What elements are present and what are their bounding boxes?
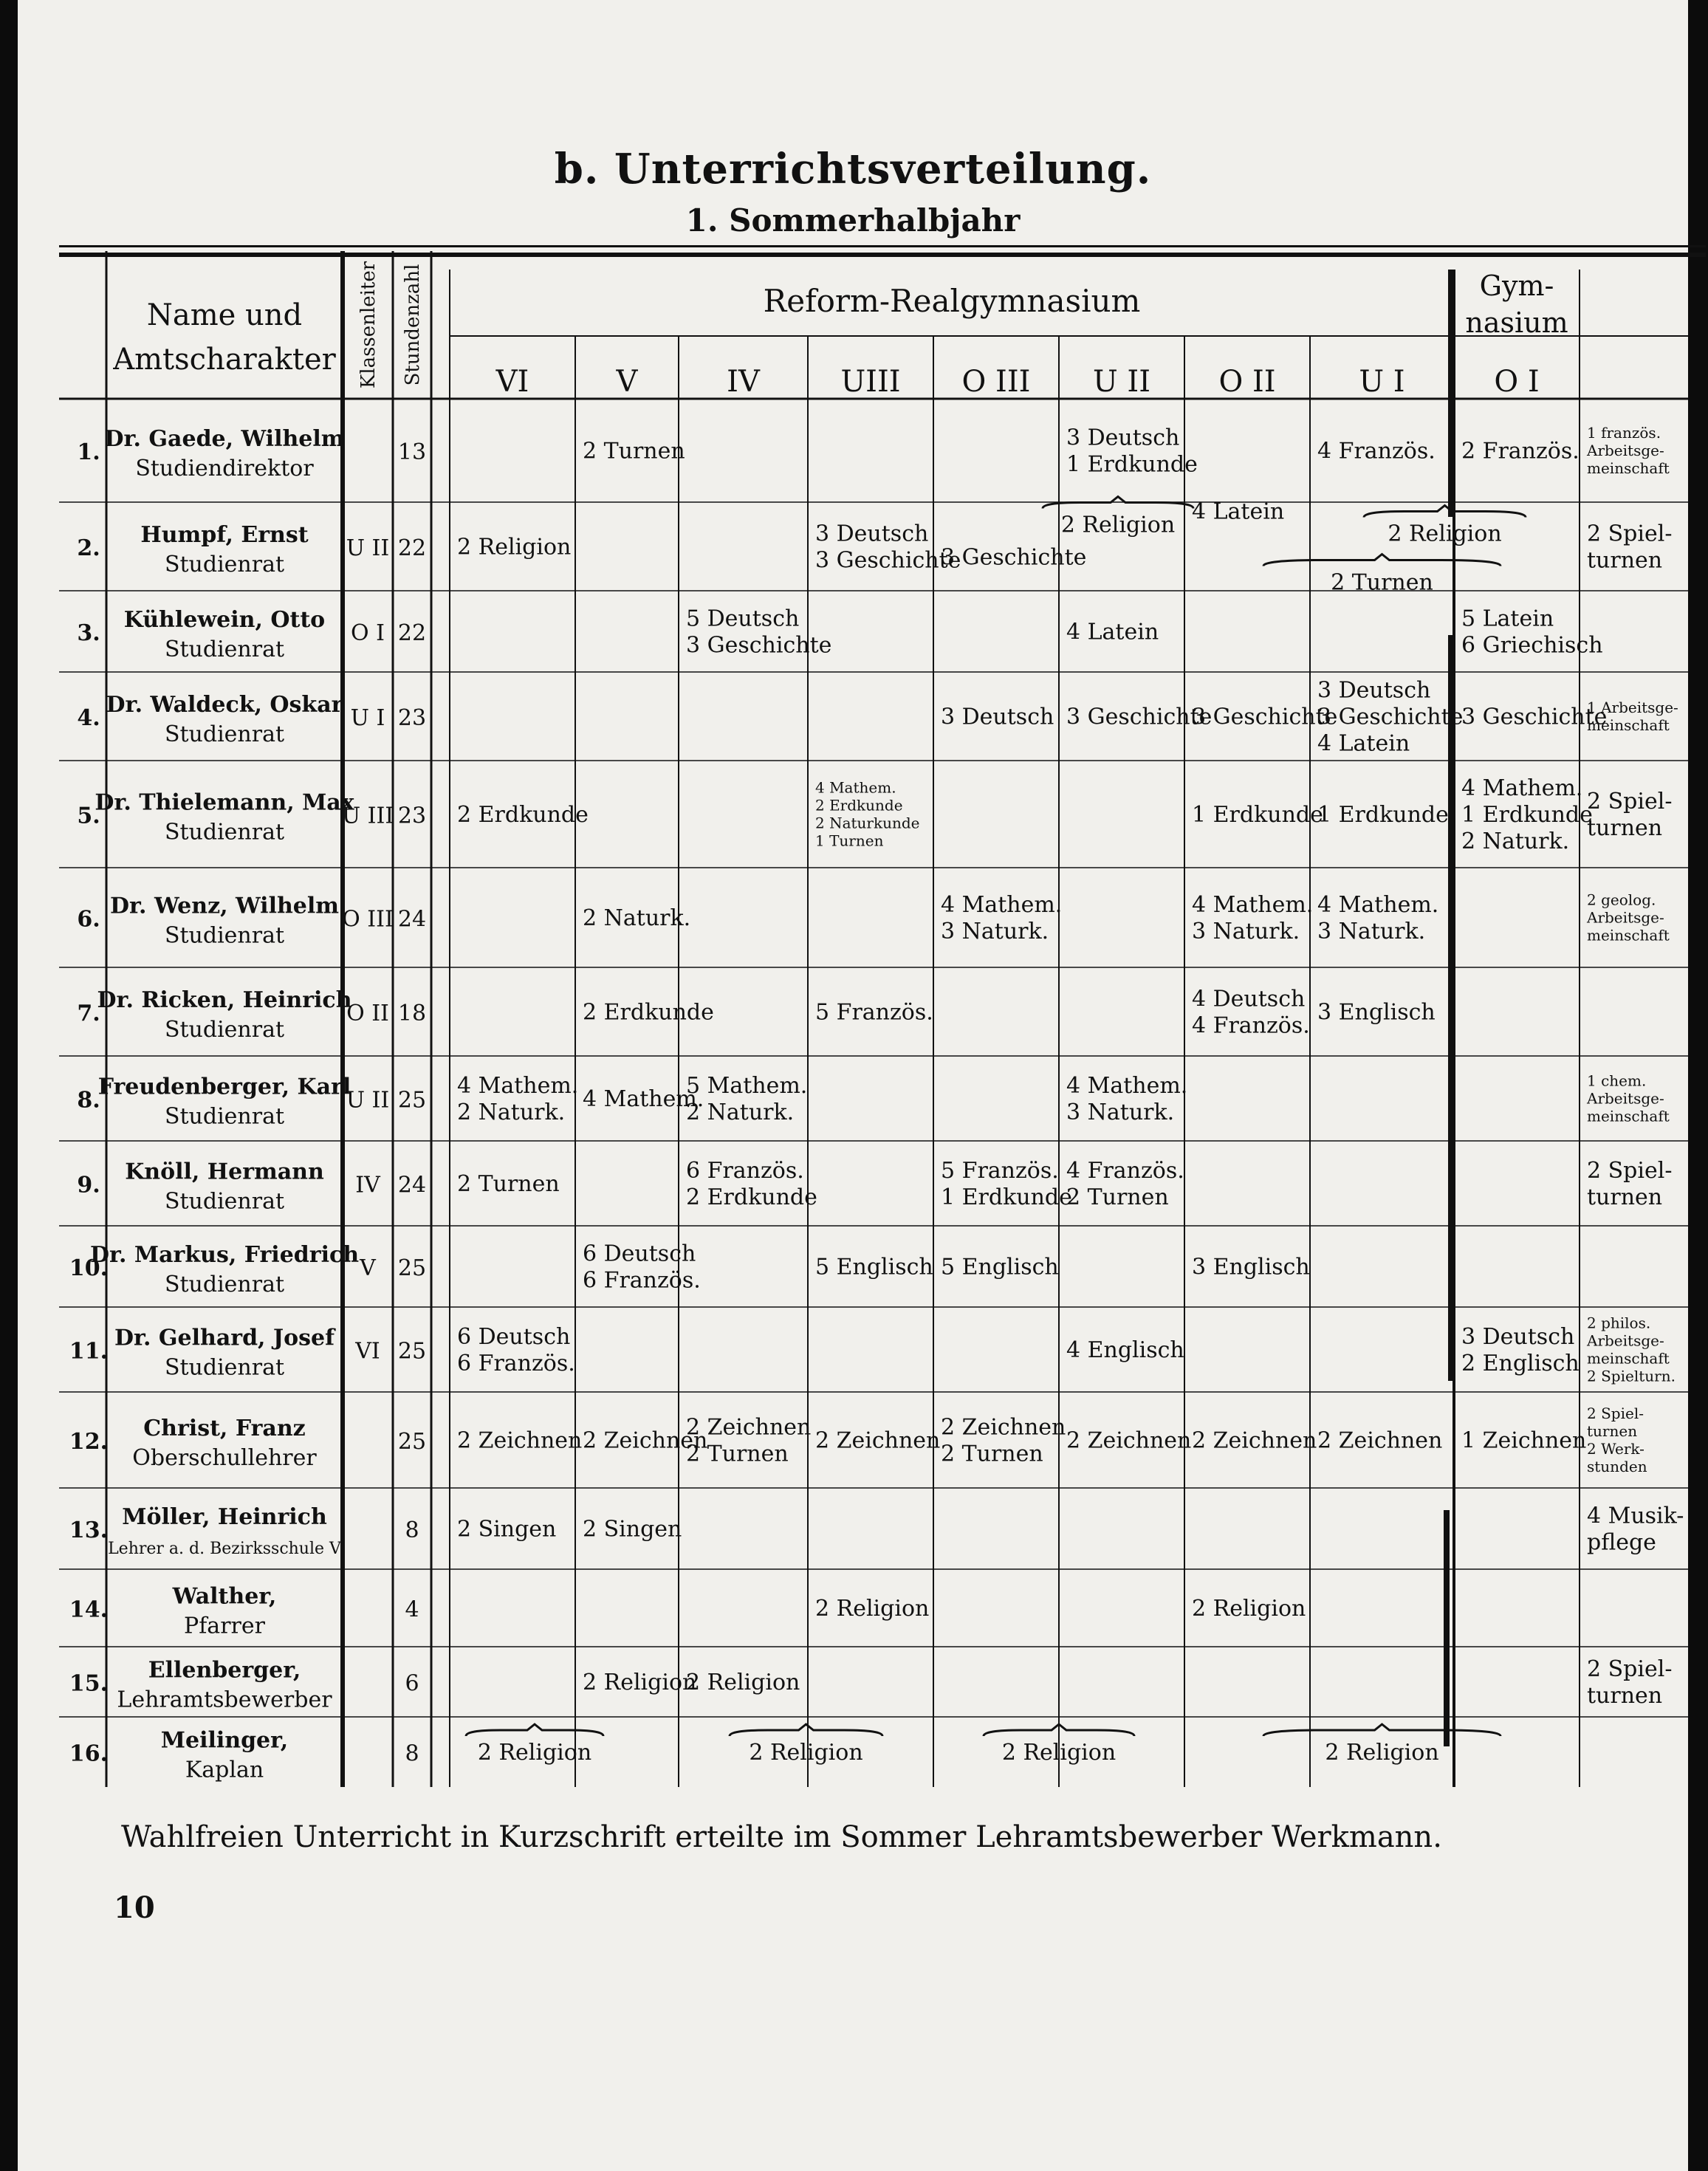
subject-entry: 2 Erdkunde bbox=[583, 999, 714, 1026]
subject-entry: 2 Spielturn. bbox=[1587, 1367, 1676, 1385]
subject-entry: 1 chem. bbox=[1587, 1071, 1647, 1090]
class-header-1: V bbox=[616, 365, 638, 399]
stundenzahl-value: 8 bbox=[405, 1740, 419, 1767]
subject-entry: 1 Arbeitsge- bbox=[1587, 699, 1678, 716]
subject-entry: turnen bbox=[1587, 1683, 1663, 1709]
subject-entry: 2 Singen bbox=[457, 1516, 557, 1543]
schedule-table bbox=[18, 0, 1688, 1846]
teacher-title: Studienrat bbox=[164, 1354, 285, 1381]
subject-entry: 4 Mathem. bbox=[1192, 892, 1314, 918]
subject-entry: 1 französ. bbox=[1587, 424, 1661, 442]
teacher-name: Knöll, Hermann bbox=[125, 1159, 324, 1185]
class-header-6: O II bbox=[1218, 365, 1276, 399]
subject-entry: 2 Zeichnen bbox=[1317, 1427, 1443, 1454]
row-number: 15. bbox=[69, 1670, 109, 1697]
klassenleiter-value: U II bbox=[346, 535, 390, 561]
subject-entry: 4 Latein bbox=[1192, 498, 1285, 525]
subject-entry: meinschaft bbox=[1587, 459, 1670, 477]
subject-entry: 3 Geschichte bbox=[686, 632, 832, 659]
subject-entry: 2 Turnen bbox=[686, 1441, 789, 1467]
subject-entry: 1 Erdkunde bbox=[941, 1184, 1072, 1210]
subject-entry: turnen bbox=[1587, 1422, 1638, 1440]
klassenleiter-value: O I bbox=[351, 620, 385, 646]
teacher-title: Oberschullehrer bbox=[132, 1445, 317, 1471]
subject-entry: 2 geolog. bbox=[1587, 891, 1656, 909]
class-header-0: VI bbox=[495, 365, 529, 399]
subject-entry: 4 Mathem. bbox=[1317, 892, 1439, 918]
klassenleiter-value: U I bbox=[350, 705, 385, 731]
subject-entry: meinschaft bbox=[1587, 926, 1670, 944]
teacher-name: Freudenberger, Karl bbox=[97, 1074, 351, 1100]
subject-entry: 1 Erdkunde bbox=[1066, 451, 1198, 478]
subject-entry: meinschaft bbox=[1587, 1107, 1670, 1125]
stundenzahl-value: 23 bbox=[397, 803, 427, 829]
row-number: 10. bbox=[69, 1255, 109, 1281]
subject-entry: 2 Zeichnen bbox=[1192, 1427, 1317, 1454]
subject-entry: 2 Spiel- bbox=[1587, 1158, 1673, 1184]
row-number: 8. bbox=[77, 1087, 100, 1114]
teacher-name: Möller, Heinrich bbox=[122, 1504, 327, 1530]
subject-entry: 2 Religion bbox=[583, 1670, 697, 1695]
stundenzahl-value: 6 bbox=[405, 1670, 419, 1697]
subject-entry: 2 Religion bbox=[1001, 1740, 1117, 1766]
subject-entry: 2 Naturk. bbox=[1461, 829, 1570, 854]
subject-entry: Arbeitsge- bbox=[1587, 1331, 1664, 1350]
stundenzahl-value: 22 bbox=[397, 535, 427, 561]
page-number: 10 bbox=[114, 1890, 155, 1925]
subject-entry: 4 Mathem. bbox=[583, 1086, 704, 1112]
row-number: 7. bbox=[77, 1001, 100, 1026]
subject-entry: 2 Zeichnen bbox=[457, 1427, 583, 1454]
brace bbox=[1263, 1724, 1500, 1736]
stundenzahl-value: 13 bbox=[397, 439, 427, 465]
section-subheading: 1. Sommerhalbjahr bbox=[685, 202, 1021, 239]
class-header-5: U II bbox=[1092, 365, 1151, 399]
class-header-2: IV bbox=[727, 365, 760, 399]
subject-entry: turnen bbox=[1587, 1184, 1663, 1210]
subject-entry: 6 Französ. bbox=[686, 1158, 804, 1184]
row-number: 6. bbox=[77, 906, 100, 933]
subject-entry: 2 Englisch bbox=[1461, 1351, 1580, 1376]
klassenleiter-value: O II bbox=[346, 1001, 389, 1026]
subject-entry: 2 Religion bbox=[477, 1740, 592, 1766]
subject-entry: 2 Turnen bbox=[457, 1171, 560, 1197]
klassenleiter-value: O III bbox=[342, 906, 394, 933]
subject-entry: 2 Erdkunde bbox=[815, 796, 903, 814]
name-header-1: Name und bbox=[146, 298, 303, 332]
teacher-name: Humpf, Ernst bbox=[140, 522, 309, 548]
subject-entry: 4 Latein bbox=[1317, 730, 1410, 757]
row-number: 1. bbox=[77, 439, 100, 465]
teacher-title: Studiendirektor bbox=[135, 456, 314, 481]
subject-entry: 2 Erdkunde bbox=[686, 1184, 817, 1210]
subject-entry: 1 Zeichnen bbox=[1461, 1427, 1587, 1454]
gymnasium-header-1: Gym- bbox=[1479, 270, 1554, 302]
row-number: 4. bbox=[77, 705, 100, 731]
subject-entry: Arbeitsge- bbox=[1587, 908, 1664, 927]
subject-entry: Arbeitsge- bbox=[1587, 1089, 1664, 1108]
teacher-title: Studienrat bbox=[164, 922, 285, 949]
teacher-name: Dr. Markus, Friedrich bbox=[89, 1242, 360, 1268]
teacher-title: Studienrat bbox=[164, 1017, 285, 1043]
gymnasium-header-2: nasium bbox=[1465, 306, 1568, 339]
subject-entry: 2 Religion bbox=[815, 1596, 930, 1622]
subject-entry: 2 Turnen bbox=[1331, 569, 1433, 596]
subject-entry: 4 Französ. bbox=[1317, 438, 1436, 464]
subject-entry: 2 Zeichnen bbox=[815, 1427, 941, 1454]
subject-entry: 2 Religion bbox=[1388, 521, 1502, 547]
klassenleiter-header: Klassenleiter bbox=[357, 261, 380, 389]
subject-entry: 2 Zeichnen bbox=[1066, 1427, 1192, 1454]
subject-entry: stunden bbox=[1587, 1458, 1647, 1475]
subject-entry: 5 Französ. bbox=[941, 1158, 1059, 1184]
row-number: 5. bbox=[77, 803, 100, 829]
subject-entry: 3 Englisch bbox=[1192, 1254, 1310, 1280]
brace bbox=[1263, 555, 1500, 566]
subject-entry: 2 Spiel- bbox=[1587, 1405, 1644, 1422]
subject-entry: 4 Deutsch bbox=[1192, 986, 1306, 1012]
subject-entry: 2 Religion bbox=[1192, 1596, 1306, 1622]
subject-entry: 3 Englisch bbox=[1317, 999, 1436, 1026]
class-header-7: U I bbox=[1359, 365, 1405, 399]
subject-entry: 2 Religion bbox=[457, 534, 572, 560]
teacher-title: Studienrat bbox=[164, 721, 285, 747]
subject-entry: turnen bbox=[1587, 547, 1663, 574]
row-number: 13. bbox=[69, 1517, 109, 1543]
subject-entry: 3 Deutsch bbox=[1317, 677, 1431, 704]
subject-entry: 4 Mathem. bbox=[941, 892, 1063, 918]
teacher-title: Studienrat bbox=[164, 1188, 285, 1215]
teacher-name: Meilinger, bbox=[160, 1727, 289, 1754]
subject-entry: 2 Religion bbox=[749, 1740, 863, 1766]
subject-entry: 4 Mathem. bbox=[1461, 775, 1583, 801]
class-header-8: O I bbox=[1494, 365, 1540, 399]
subject-entry: 2 Turnen bbox=[941, 1441, 1043, 1467]
teacher-title: Studienrat bbox=[164, 819, 285, 846]
subject-entry: 2 Zeichnen bbox=[583, 1427, 708, 1454]
subject-entry: 6 Deutsch bbox=[583, 1241, 696, 1267]
subject-entry: 3 Geschichte bbox=[1461, 704, 1608, 730]
subject-entry: 4 Musik- bbox=[1587, 1503, 1684, 1529]
stundenzahl-value: 8 bbox=[405, 1517, 419, 1543]
subject-entry: meinschaft bbox=[1587, 716, 1670, 734]
subject-entry: 2 Spiel- bbox=[1587, 521, 1673, 547]
subject-entry: 2 philos. bbox=[1587, 1314, 1651, 1332]
teacher-title: Kaplan bbox=[185, 1757, 264, 1783]
subject-entry: 2 Zeichnen bbox=[686, 1414, 812, 1441]
teacher-name: Walther, bbox=[172, 1583, 277, 1610]
teacher-title: Lehramtsbewerber bbox=[117, 1687, 332, 1713]
class-header-3: UIII bbox=[840, 365, 901, 399]
subject-entry: 2 Spiel- bbox=[1587, 789, 1673, 814]
subject-entry: 3 Geschichte bbox=[941, 544, 1087, 571]
teacher-name: Christ, Franz bbox=[143, 1416, 306, 1441]
stundenzahl-value: 22 bbox=[397, 620, 427, 646]
stundenzahl-value: 25 bbox=[397, 1255, 427, 1281]
subject-entry: 3 Naturk. bbox=[1192, 919, 1300, 944]
subject-entry: 3 Deutsch bbox=[815, 521, 929, 547]
teacher-name: Dr. Gelhard, Josef bbox=[114, 1325, 335, 1351]
teacher-name: Ellenberger, bbox=[148, 1657, 301, 1684]
teacher-name: Dr. Waldeck, Oskar bbox=[106, 692, 343, 718]
subject-entry: Arbeitsge- bbox=[1587, 442, 1664, 459]
subject-entry: 2 Religion bbox=[686, 1670, 800, 1695]
stundenzahl-value: 18 bbox=[397, 1001, 427, 1026]
row-number: 14. bbox=[69, 1596, 109, 1623]
klassenleiter-value: V bbox=[360, 1255, 376, 1281]
subject-entry: 3 Naturk. bbox=[1317, 919, 1426, 944]
section-heading: b. Unterrichtsverteilung. bbox=[554, 145, 1152, 193]
name-header-2: Amtscharakter bbox=[113, 343, 336, 377]
subject-entry: 5 Englisch bbox=[815, 1254, 933, 1280]
klassenleiter-value: VI bbox=[355, 1338, 380, 1365]
subject-entry: 5 Latein bbox=[1461, 606, 1554, 632]
subject-entry: 4 Französ. bbox=[1192, 1012, 1310, 1039]
subject-entry: 5 Mathem. bbox=[686, 1073, 808, 1099]
stundenzahl-value: 25 bbox=[397, 1087, 427, 1114]
brace bbox=[466, 1724, 603, 1736]
subject-entry: 4 Mathem. bbox=[815, 778, 896, 797]
brace bbox=[1364, 506, 1526, 518]
klassenleiter-value: U II bbox=[346, 1087, 390, 1114]
stundenzahl-value: 4 bbox=[405, 1596, 419, 1623]
subject-entry: 2 Naturkunde bbox=[815, 814, 920, 832]
subject-entry: 1 Erdkunde bbox=[1461, 802, 1593, 828]
teacher-name: Dr. Thielemann, Max bbox=[95, 789, 354, 816]
subject-entry: 3 Deutsch bbox=[941, 704, 1054, 730]
row-number: 16. bbox=[69, 1740, 109, 1767]
subject-entry: 6 Französ. bbox=[457, 1351, 575, 1376]
subject-entry: 3 Geschichte bbox=[815, 547, 961, 574]
subject-entry: 5 Französ. bbox=[815, 999, 933, 1026]
subject-entry: pflege bbox=[1587, 1529, 1656, 1556]
subject-entry: 2 Turnen bbox=[583, 438, 685, 464]
subject-entry: 3 Geschichte bbox=[1317, 704, 1464, 730]
subject-entry: 3 Geschichte bbox=[1066, 704, 1213, 730]
stundenzahl-value: 25 bbox=[397, 1429, 427, 1455]
subject-entry: 2 Werk- bbox=[1587, 1440, 1644, 1458]
subject-entry: 3 Deutsch bbox=[1461, 1324, 1575, 1350]
stundenzahl-value: 23 bbox=[397, 705, 427, 731]
subject-entry: 1 Turnen bbox=[815, 831, 884, 850]
subject-entry: 2 Naturk. bbox=[686, 1100, 795, 1125]
subject-entry: 2 Singen bbox=[583, 1516, 682, 1543]
teacher-title: Studienrat bbox=[164, 1272, 285, 1297]
footnote: Wahlfreien Unterricht in Kurzschrift erteilte im Sommer Lehramtsbewerber Werkmann. bbox=[121, 1820, 1442, 1854]
klassenleiter-value: IV bbox=[355, 1172, 380, 1198]
subject-entry: 2 Turnen bbox=[1066, 1184, 1169, 1210]
teacher-name: Dr. Wenz, Wilhelm bbox=[109, 893, 340, 919]
subject-entry: 2 Naturk. bbox=[583, 905, 691, 931]
teacher-title: Studienrat bbox=[164, 552, 285, 577]
subject-entry: 3 Geschichte bbox=[1192, 704, 1338, 730]
stundenzahl-value: 24 bbox=[397, 906, 427, 933]
subject-entry: 2 Erdkunde bbox=[457, 802, 589, 828]
subject-entry: 3 Naturk. bbox=[1066, 1100, 1175, 1125]
row-number: 11. bbox=[69, 1338, 109, 1365]
subject-entry: 2 Naturk. bbox=[457, 1100, 566, 1125]
row-number: 2. bbox=[77, 535, 100, 561]
subject-entry: 6 Deutsch bbox=[457, 1324, 571, 1350]
document-page bbox=[18, 0, 1688, 2171]
klassenleiter-value: U III bbox=[341, 803, 394, 829]
subject-entry: 4 Mathem. bbox=[1066, 1073, 1188, 1099]
teacher-title: Lehrer a. d. Bezirksschule V bbox=[108, 1540, 341, 1558]
subject-entry: 1 Erdkunde bbox=[1192, 802, 1323, 828]
subject-entry: 5 Deutsch bbox=[686, 606, 800, 632]
subject-entry: 2 Religion bbox=[1060, 512, 1176, 538]
subject-entry: 4 Französ. bbox=[1066, 1158, 1184, 1184]
subject-entry: 3 Deutsch bbox=[1066, 425, 1180, 451]
teacher-name: Kühlewein, Otto bbox=[123, 607, 326, 633]
subject-entry: 6 Griechisch bbox=[1461, 632, 1603, 659]
subject-entry: 4 Latein bbox=[1066, 619, 1159, 645]
teacher-title: Studienrat bbox=[164, 1103, 285, 1130]
subject-entry: 5 Englisch bbox=[941, 1254, 1059, 1280]
reform-header: Reform-Realgymnasium bbox=[763, 283, 1141, 319]
subject-entry: 2 Zeichnen bbox=[941, 1414, 1066, 1441]
row-number: 9. bbox=[77, 1172, 100, 1198]
subject-entry: 1 Erdkunde bbox=[1317, 802, 1449, 828]
subject-entry: 6 Französ. bbox=[583, 1267, 701, 1294]
row-number: 3. bbox=[77, 620, 100, 646]
subject-entry: 2 Spiel- bbox=[1587, 1656, 1673, 1682]
row-number: 12. bbox=[69, 1429, 109, 1455]
subject-entry: 4 Mathem. bbox=[457, 1073, 579, 1099]
subject-entry: 3 Naturk. bbox=[941, 919, 1049, 944]
subject-entry: 2 Religion bbox=[1325, 1740, 1439, 1766]
class-header-4: O III bbox=[961, 365, 1031, 399]
teacher-title: Pfarrer bbox=[184, 1613, 265, 1639]
teacher-name: Dr. Gaede, Wilhelm bbox=[104, 426, 345, 452]
stundenzahl-value: 25 bbox=[397, 1338, 427, 1365]
subject-entry: 2 Französ. bbox=[1461, 438, 1580, 464]
teacher-name: Dr. Ricken, Heinrich bbox=[97, 987, 352, 1013]
stundenzahl-value: 24 bbox=[397, 1172, 427, 1198]
stundenzahl-header: Stundenzahl bbox=[402, 264, 424, 386]
teacher-title: Studienrat bbox=[164, 637, 285, 662]
brace bbox=[730, 1724, 882, 1736]
subject-entry: 4 Englisch bbox=[1066, 1337, 1184, 1363]
subject-entry: turnen bbox=[1587, 815, 1663, 841]
subject-entry: meinschaft bbox=[1587, 1349, 1670, 1368]
